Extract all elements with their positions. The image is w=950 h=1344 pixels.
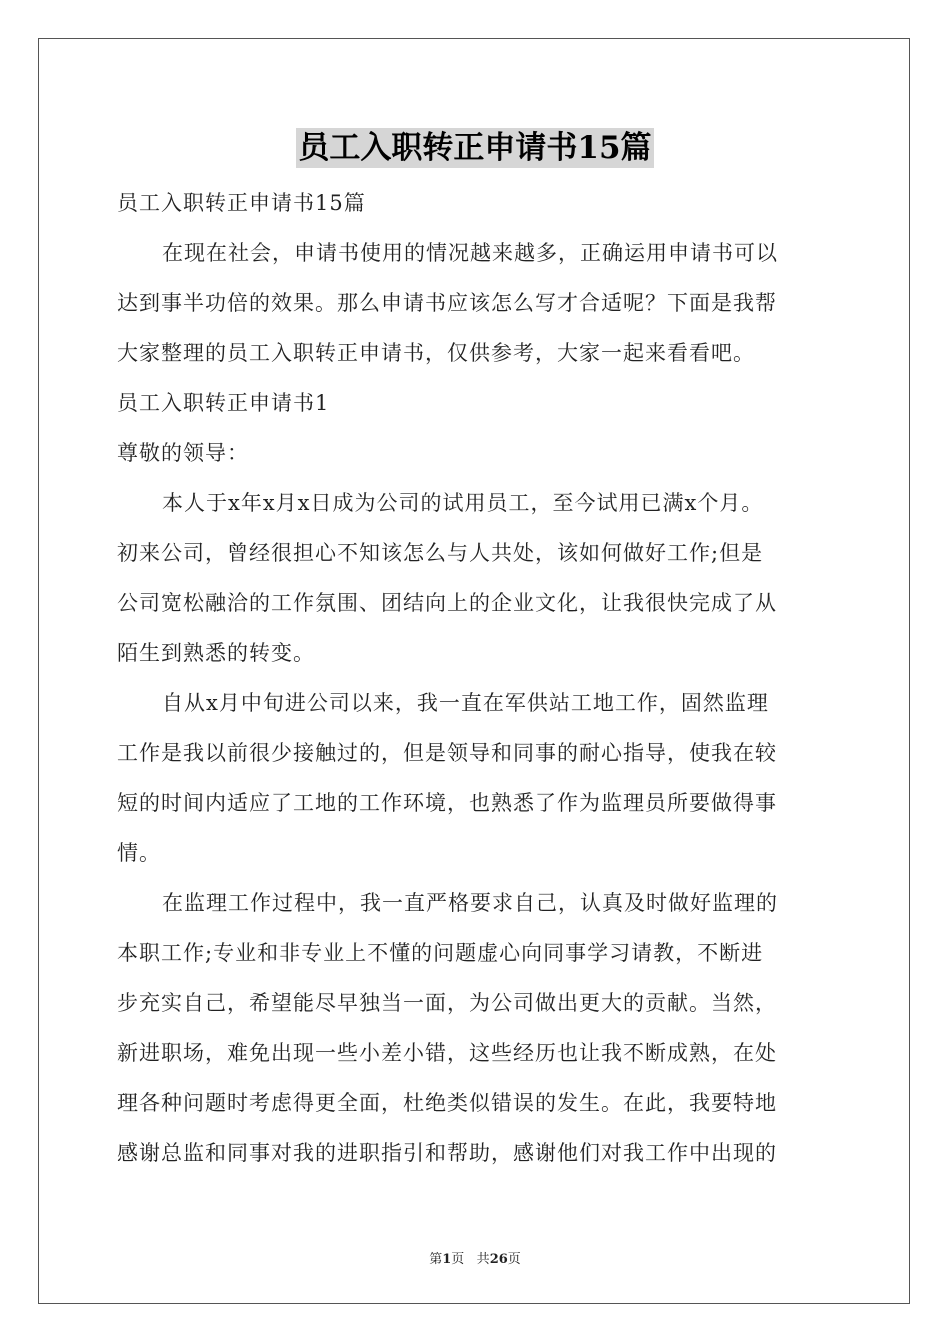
text-line: 尊敬的领导：: [117, 441, 249, 465]
text-line: 感谢总监和同事对我的进职指引和帮助，感谢他们对我工作中出现的: [117, 1141, 777, 1165]
text-line: 本职工作;专业和非专业上不懂的问题虚心向同事学习请教，不断进: [117, 941, 764, 965]
page-number: 1: [442, 1252, 452, 1267]
text-line: 工作是我以前很少接触过的，但是领导和同事的耐心指导，使我在较: [117, 741, 777, 765]
page-prefix: 第: [429, 1252, 443, 1267]
text-line: 步充实自己，希望能尽早独当一面，为公司做出更大的贡献。当然，: [117, 991, 777, 1015]
title-wrap: [0, 128, 950, 168]
text-line: 自从x月中旬进公司以来，我一直在军供站工地工作，固然监理: [162, 691, 769, 715]
text-line: 新进职场，难免出现一些小差小错，这些经历也让我不断成熟，在处: [117, 1041, 777, 1065]
text-line: 初来公司，曾经很担心不知该怎么与人共处，该如何做好工作;但是: [117, 541, 764, 565]
text-line: 大家整理的员工入职转正申请书，仅供参考，大家一起来看看吧。: [117, 341, 755, 365]
text-line: 员工入职转正申请书15篇: [117, 191, 366, 215]
document-body: [117, 178, 857, 1178]
text-line: 情。: [117, 841, 161, 865]
page-suffix: 页: [451, 1252, 465, 1267]
text-line: 理各种问题时考虑得更全面，杜绝类似错误的发生。在此，我要特地: [117, 1091, 777, 1115]
text-line: 达到事半功倍的效果。那么申请书应该怎么写才合适呢？下面是我帮: [117, 291, 777, 315]
total-prefix: 共: [476, 1252, 490, 1267]
text-line: 公司宽松融洽的工作氛围、团结向上的企业文化，让我很快完成了从: [117, 591, 777, 615]
text-line: 在现在社会，申请书使用的情况越来越多，正确运用申请书可以: [162, 241, 778, 265]
total-pages: 26: [489, 1252, 508, 1267]
text-line: 陌生到熟悉的转变。: [117, 641, 315, 665]
text-line: 员工入职转正申请书1: [117, 391, 330, 415]
text-line: 短的时间内适应了工地的工作环境，也熟悉了作为监理员所要做得事: [117, 791, 777, 815]
page-footer: [0, 1248, 950, 1267]
document-title: 员工入职转正申请书15篇: [298, 130, 652, 166]
text-line: 在监理工作过程中，我一直严格要求自己，认真及时做好监理的: [162, 891, 778, 915]
total-suffix: 页: [507, 1252, 521, 1267]
text-line: 本人于x年x月x日成为公司的试用员工，至今试用已满x个月。: [162, 491, 764, 515]
